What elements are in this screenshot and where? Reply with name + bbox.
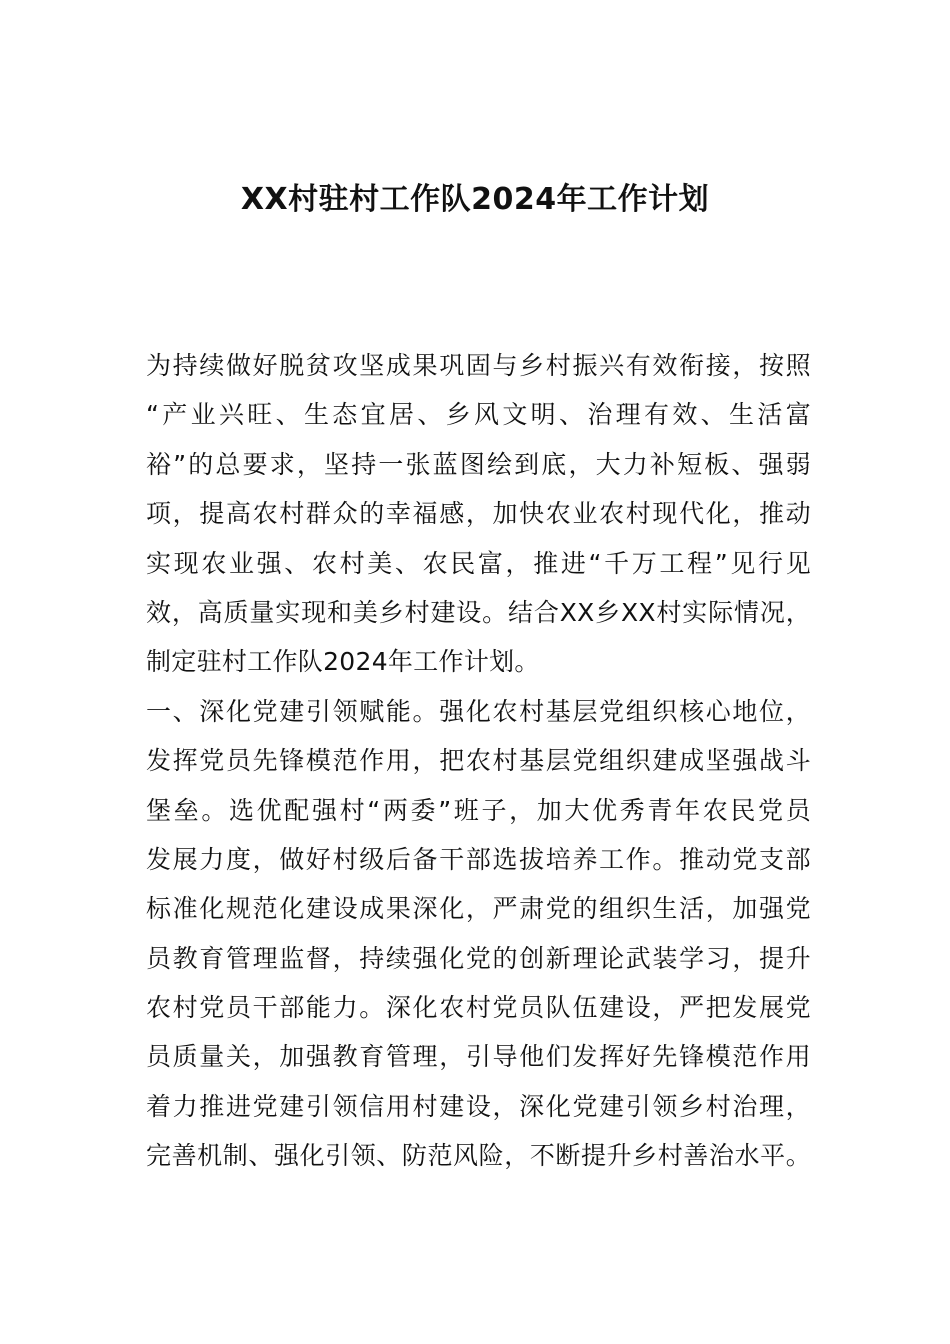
body-line: 制定驻村工作队2024年工作计划。 bbox=[146, 647, 540, 677]
body-line: 项，提高农村群众的幸福感，加快农业农村现代化，推动 bbox=[146, 499, 811, 529]
body-line: 完善机制、强化引领、防范风险，不断提升乡村善治水平。 bbox=[146, 1141, 811, 1171]
body-line: 发挥党员先锋模范作用，把农村基层党组织建成坚强战斗 bbox=[146, 746, 811, 776]
body-line: 为持续做好脱贫攻坚成果巩固与乡村振兴有效衔接，按照 bbox=[146, 351, 811, 380]
body-line: 实现农业强、农村美、农民富，推进“千万工程”见行见 bbox=[146, 548, 811, 578]
body-line: 农村党员干部能力。深化农村党员队伍建设，严把发展党 bbox=[146, 993, 811, 1023]
body-line: 标准化规范化建设成果深化，严肃党的组织生活，加强党 bbox=[146, 894, 811, 924]
body-line: 堡垒。选优配强村“两委”班子，加大优秀青年农民党员 bbox=[146, 795, 811, 825]
body-line: 员教育管理监督，持续强化党的创新理论武装学习，提升 bbox=[146, 943, 811, 973]
body-line: 员质量关，加强教育管理，引导他们发挥好先锋模范作用 bbox=[146, 1042, 811, 1072]
body-line: 着力推进党建引领信用村建设，深化党建引领乡村治理， bbox=[146, 1091, 811, 1121]
body-line: 效，高质量实现和美乡村建设。结合XX乡XX村实际情况， bbox=[146, 597, 811, 627]
body-line: “产业兴旺、生态宜居、乡风文明、治理有效、生活富 bbox=[146, 400, 811, 430]
body-line: 一、深化党建引领赋能。强化农村基层党组织核心地位， bbox=[146, 696, 811, 726]
body-line: 裕”的总要求，坚持一张蓝图绘到底，大力补短板、强弱 bbox=[146, 449, 811, 479]
document-body bbox=[146, 341, 811, 1181]
body-line: 发展力度，做好村级后备干部选拔培养工作。推动党支部 bbox=[146, 844, 811, 874]
document-title: XX村驻村工作队2024年工作计划 bbox=[240, 182, 710, 217]
